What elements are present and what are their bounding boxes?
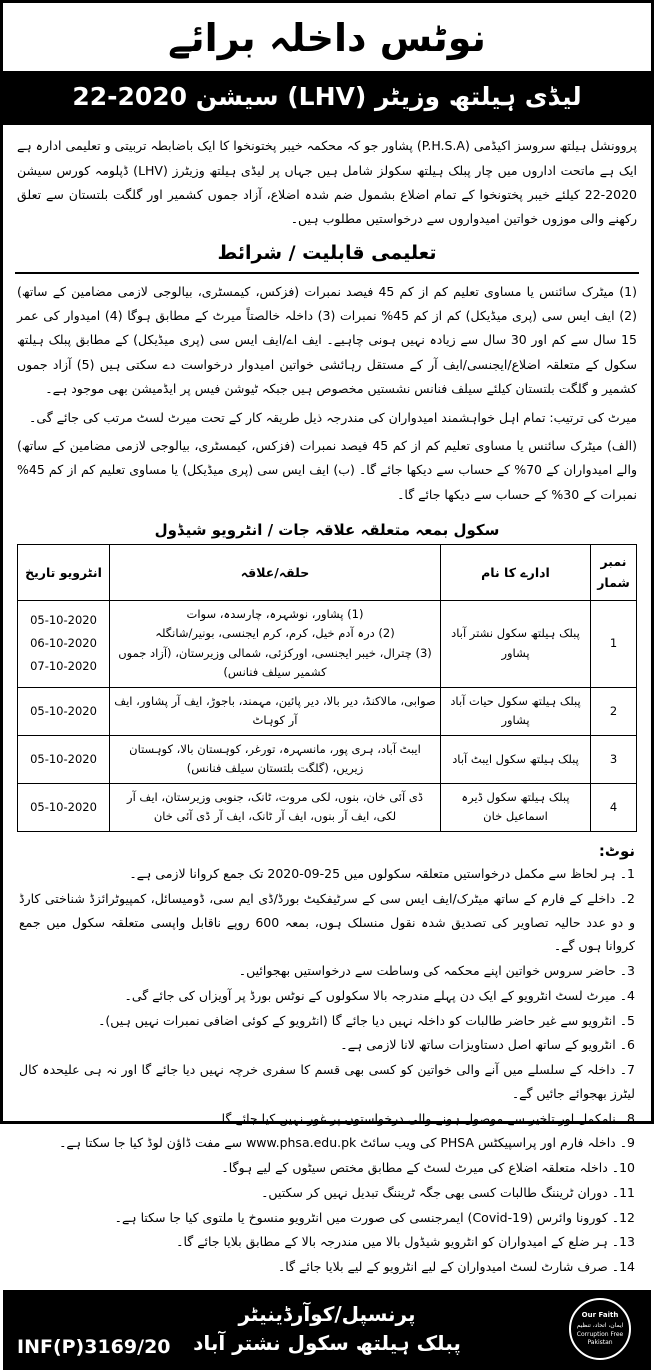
interview-date: 07-10-2020 [30, 659, 97, 674]
interview-schedule-table [17, 544, 637, 832]
condition-item: (الف) میٹرک سائنس یا مساوی تعلیم کم از کم 45 فیصد نمبرات (فزکس، کیمسٹری، بیالوجی لازمی مضامین کے ساتھ) والے امیدواران کے 70% کے حساب سے دیکھا جائے گا۔ (ب) ایف ایس سی (پری میڈیکل) یا مساوی تعلیم کم از کم 45% نمبرات کے 30% کے حساب سے دیکھا جائے گا۔ [17, 437, 637, 502]
list-item: 6۔ انٹرویو کے ساتھ اصل دستاویزات ساتھ لانا لازمی ہے۔ [340, 1037, 635, 1053]
column-header-institute: ادارے کا نام [441, 545, 591, 601]
divider-rule [15, 272, 639, 274]
session-banner: لیڈی ہیلتھ وزیٹر (LHV) سیشن 2020-22 [3, 71, 651, 126]
list-item: 2۔ داخلے کے فارم کے ساتھ میٹرک/ایف ایس سی کے سرٹیفکیٹ بورڈ/ڈی ایم سی، ڈومیسائل، کمپیوٹرائزڈ شناختی کارڈ و دو عدد حالیہ تصاویر کی تصدیق شدہ نقول منسلک ہوں، بمعہ 600 روپے ناقابل واپسی متعلقہ سکول میں جمع کروانا ہوں گے۔ [19, 890, 635, 954]
list-item: 4۔ میرٹ لسٹ انٹرویو کے ایک دن پہلے مندرجہ بالا سکولوں کے نوٹس بورڈ پر آویزاں کی جائے گی۔ [124, 987, 635, 1003]
cell-sr: 4 [591, 783, 637, 831]
table-row [18, 600, 637, 687]
cell-sr: 1 [591, 600, 637, 687]
seal-middle-text: ایمان، اتحاد، تنظیم [576, 1321, 624, 1329]
interview-date: 06-10-2020 [30, 636, 97, 651]
cell-dates [18, 600, 110, 687]
list-item: 5۔ انٹرویو سے غیر حاضر طالبات کو داخلہ نہیں دیا جائے گا (انٹرویو کے کوئی اضافی نمبرات نہیں ہیں)۔ [98, 1012, 635, 1028]
cell-areas: ایبٹ آباد، ہری پور، مانسہرہ، تورغر، کوہستان بالا، کوہستان زیریں، (گلگت بلتستان سیلف فنانس) [110, 735, 441, 783]
seal-top-text: Our Faith [581, 1311, 619, 1320]
cell-institute: پبلک ہیلتھ سکول حیات آباد پشاور [441, 687, 591, 735]
area-line: (1) پشاور، نوشہرہ، چارسدہ، سوات [186, 606, 364, 621]
cell-sr: 3 [591, 735, 637, 783]
cell-dates [18, 783, 110, 831]
table-row [18, 687, 637, 735]
condition-item: (1) میٹرک سائنس یا مساوی تعلیم کم از کم 45 فیصد نمبرات (فزکس، کیمسٹری، بیالوجی لازمی مضامین کے ساتھ) (2) ایف ایس سی (پری میڈیکل) کم از کم 45% نمبرات (3) داخلہ خالصتاً میرٹ کے مطابق ہوگا (4) امیدوار کی عمر 15 سال سے کم اور 30 سال سے زیادہ نہیں ہونی چاہیے۔ ایف اے/ایف ایس سی (پری میڈیکل) کے مطابق پبلک ہیلتھ سکول کے متعلقہ اضلاع/ایجنسی/ایف آر کے مستقل رہائشی خواتین امیدوار درخواست دے سکتی ہیں (5) آزاد جموں کشمیر و گلگت بلتستان کیلئے سیلف فنانس نشستیں مخصوص ہیں جبکہ ٹیوشن فیس پر ایڈمیشن بھی موجود ہے۔ [17, 283, 638, 397]
cell-areas [110, 600, 441, 687]
column-header-sr: نمبر شمار [591, 545, 637, 601]
cell-institute: پبلک ہیلتھ سکول نشتر آباد پشاور [441, 600, 591, 687]
cell-dates [18, 687, 110, 735]
cell-areas: صوابی، مالاکنڈ، دیر بالا، دیر پائین، مہمند، باجوڑ، ایف آر پشاور، ایف آر کوہاٹ [110, 687, 441, 735]
eligibility-conditions [3, 280, 651, 515]
cell-dates [18, 735, 110, 783]
list-item: 11۔ دوران ٹریننگ طالبات کسی بھی جگہ ٹریننگ تبدیل نہیں کر سکتیں۔ [261, 1184, 635, 1200]
table-row [18, 783, 637, 831]
intro-paragraph: پروونشل ہیلتھ سروسز اکیڈمی (P.H.S.A) پشاور جو کہ محکمہ خیبر پختونخوا کا ایک باضابطہ تربیتی و تعلیمی ادارہ ہے ایک ہے ماتحت اداروں میں چار پبلک ہیلتھ سکولز شامل ہیں جہاں پر لیڈی ہیلتھ وزیٹرز (LHV) ڈپلومہ کورس سیشن 2020-22 کیلئے خیبر پختونخوا کے تمام اضلاع بشمول ضم شدہ اضلاع، آزاد جموں کشمیر اور گلگت بلتستان سے تعلق رکھنے والی موزوں خواتین امیدواروں سے درخواستیں مطلوب ہیں۔ [17, 138, 638, 227]
list-item: 3۔ حاضر سروس خواتین اپنے محکمہ کی وساطت سے درخواستیں بھجوائیں۔ [238, 963, 635, 979]
notes-heading: نوٹ: [598, 842, 635, 861]
government-seal-icon [569, 1298, 631, 1360]
cell-sr: 2 [591, 687, 637, 735]
page-title: نوٹس داخلہ برائے [168, 16, 486, 60]
list-item: 14۔ صرف شارٹ لسٹ امیدواران کے لیے انٹرویو کے لیے بلایا جائے گا۔ [277, 1259, 635, 1275]
seal-bottom-text: Corruption Free Pakistan [576, 1331, 624, 1346]
list-item: 9۔ داخلہ فارم اور پراسپیکٹس PHSA کی ویب سائٹ www.phsa.edu.pk سے مفت ڈاؤن لوڈ کیا جا سکتا ہے۔ [59, 1135, 635, 1151]
list-item: 13۔ ہر ضلع کے امیدواران کو انٹرویو شیڈول بالا میں مندرجہ بالا کے مطابق بلایا جائے گا۔ [176, 1234, 635, 1250]
column-header-date: انٹرویو تاریخ [18, 545, 110, 601]
interview-date: 05-10-2020 [30, 703, 97, 718]
section-heading-eligibility: تعلیمی قابلیت / شرائط [217, 241, 437, 264]
area-line: (2) درہ آدم خیل، کرم، کرم ایجنسی، بونیر/شانگلہ [155, 626, 395, 641]
interview-date: 05-10-2020 [30, 613, 97, 628]
signatory-institute: پبلک ہیلتھ سکول نشتر آباد [193, 1330, 461, 1355]
table-header-row [18, 545, 637, 601]
area-line: (3) چترال، خیبر ایجنسی، اورکزئی، شمالی وزیرستان، (آزاد جموں کشمیر سیلف فنانس) [118, 645, 432, 680]
inf-number: INF(P)3169/20 [17, 1335, 171, 1358]
column-header-area: حلقہ/علاقہ [110, 545, 441, 601]
footer-bar [3, 1290, 651, 1370]
signatory-designation: پرنسپل/کوآرڈینیٹر [238, 1301, 416, 1326]
cell-institute: پبلک ہیلتھ سکول ڈیرہ اسماعیل خان [441, 783, 591, 831]
list-item: 7۔ داخلہ کے سلسلے میں آنے والی خواتین کو کسی بھی قسم کا سفری خرچہ نہیں دیا جائے گا اور نہ ہی علیحدہ کال لیٹرز بھجوائے جائیں گے۔ [19, 1062, 635, 1101]
schedule-heading: سکول بمعہ متعلقہ علاقہ جات / انٹرویو شیڈول [154, 521, 500, 540]
cell-areas: ڈی آئی خان، بنوں، لکی مروت، ٹانک، جنوبی وزیرستان، ایف آر لکی، ایف آر بنوں، ایف آر ٹانک، ایف آر ڈی آئی خان [110, 783, 441, 831]
interview-date: 05-10-2020 [30, 751, 97, 766]
list-item: 10۔ داخلہ متعلقہ اضلاع کی میرٹ لسٹ کے مطابق مختص سیٹوں کے لیے ہوگا۔ [221, 1160, 635, 1176]
table-row [18, 735, 637, 783]
list-item: 1۔ ہر لحاظ سے مکمل درخواستیں متعلقہ سکولوں میں 25-09-2020 تک جمع کروانا لازمی ہے۔ [129, 866, 635, 882]
list-item: 8۔ نامکمل اور تاخیر سے موصول ہونے والی درخواستوں پر غور نہیں کیا جائے گا۔ [214, 1110, 635, 1126]
interview-date: 05-10-2020 [30, 799, 97, 814]
list-item: 12۔ کورونا وائرس (Covid-19) ایمرجنسی کی صورت میں انٹرویو منسوخ یا ملتوی کیا جا سکتا ہے۔ [114, 1209, 635, 1225]
condition-item: میرٹ کی ترتیب: تمام اہل خواہشمند امیدواران کی مندرجہ ذیل طریقہ کار کے تحت میرٹ لسٹ مرتب کی جائے گی۔ [29, 409, 637, 425]
cell-institute: پبلک ہیلتھ سکول ایبٹ آباد [441, 735, 591, 783]
notes-list [3, 862, 651, 1284]
